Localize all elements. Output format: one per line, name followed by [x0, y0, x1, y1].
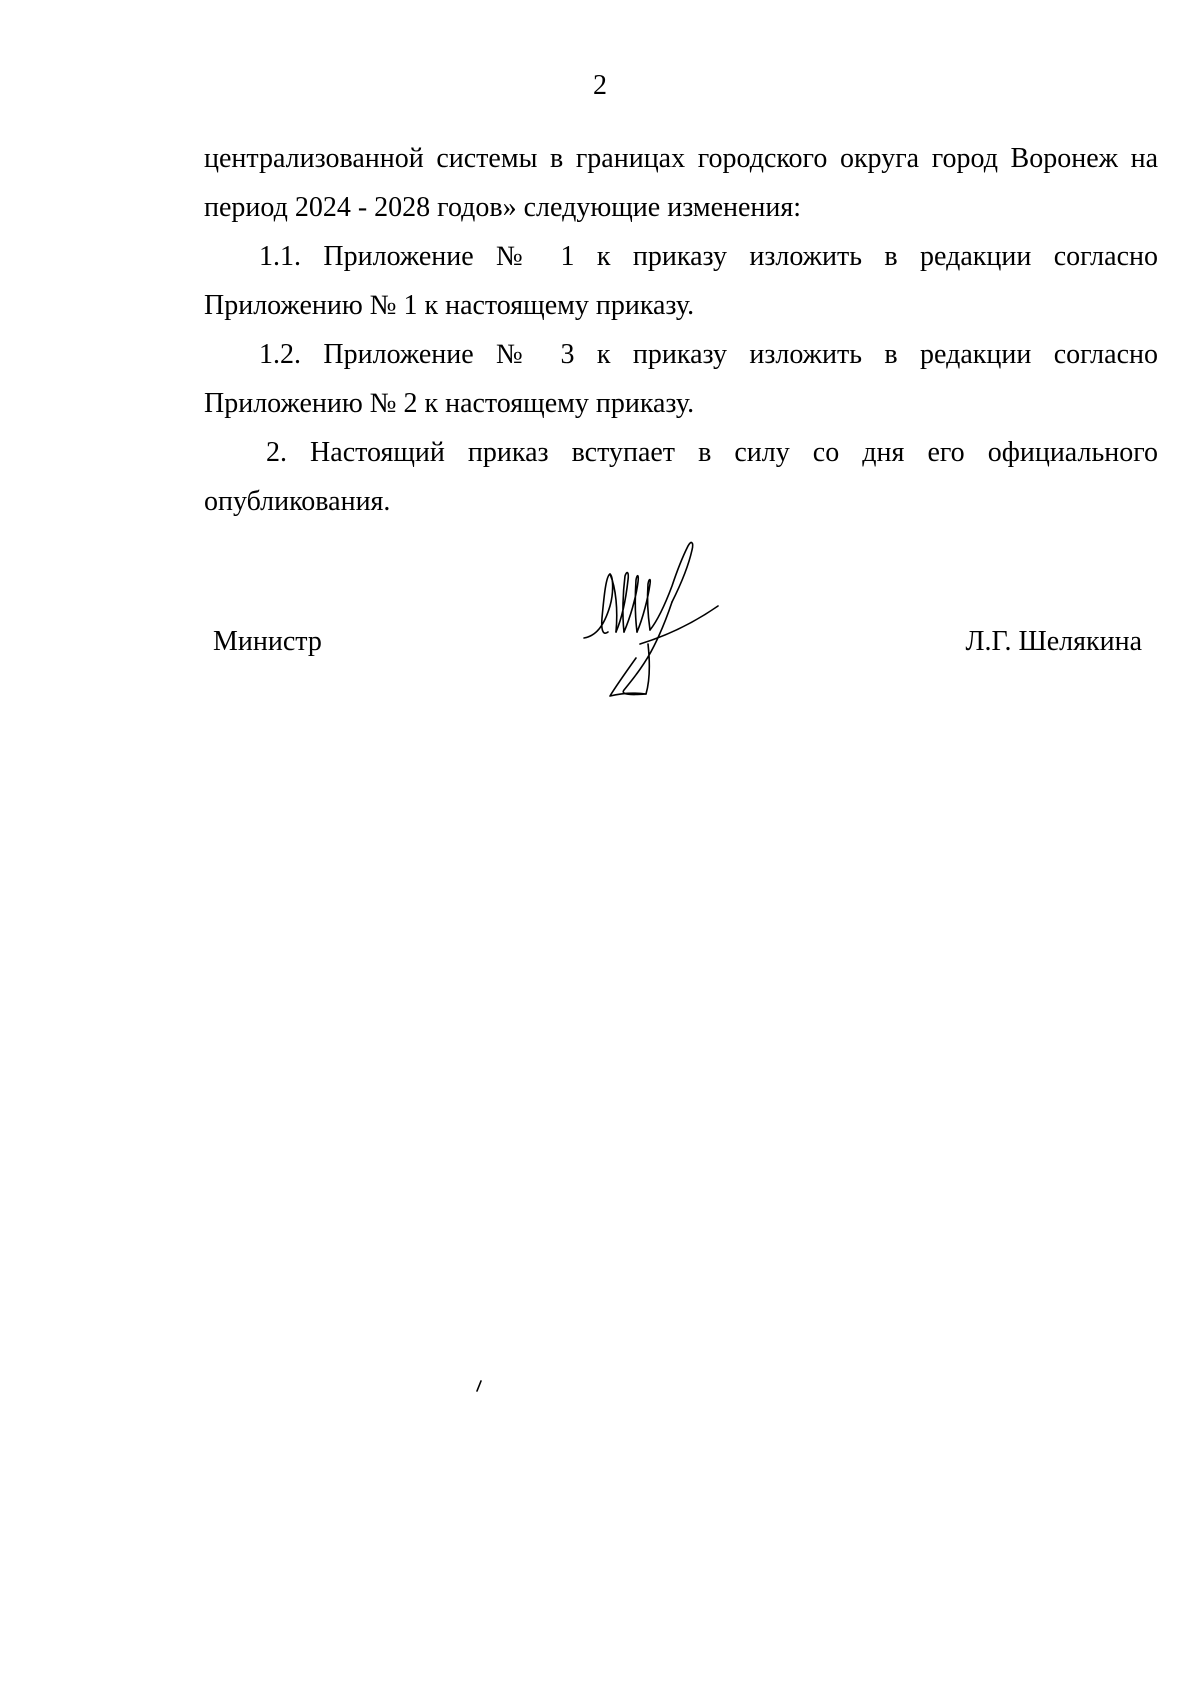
paragraph-item-1-1: 1.1. Приложение № 1 к приказу изложить в редакции согласно Приложению № 1 к настоящему приказу. — [204, 241, 1158, 321]
paragraph-item-1-2: 1.2. Приложение № 3 к приказу изложить в редакции согласно Приложению № 2 к настоящему приказу. — [204, 339, 1158, 419]
ink-mark-icon — [474, 1380, 484, 1392]
paragraph-item-2: 2. Настоящий приказ вступает в силу со дня его официального опубликования. — [204, 437, 1158, 517]
page-number: 2 — [593, 70, 607, 101]
signatory-role: Министр — [213, 626, 322, 657]
handwritten-signature-icon — [580, 540, 730, 705]
document-body — [204, 134, 1158, 526]
signatory-name: Л.Г. Шелякина — [965, 626, 1142, 657]
paragraph-continuation: централизованной системы в границах городского округа город Воронеж на период 2024 - 2028 годов» следующие изменения: — [204, 143, 1158, 223]
